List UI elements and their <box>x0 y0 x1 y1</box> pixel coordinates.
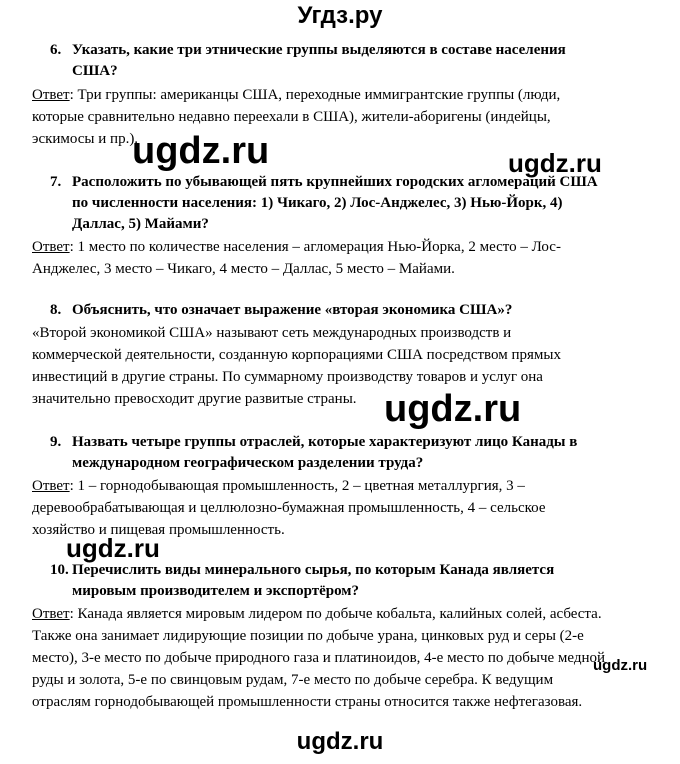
question-text-line: мировым производителем и экспортёром? <box>72 583 360 599</box>
question-text-line: Назвать четыре группы отраслей, которые характеризуют лицо Канады в <box>72 434 578 450</box>
answer-line: деревообрабатывающая и целлюлозно-бумажная промышленность, 4 – сельское <box>32 500 546 516</box>
question-number: 8. <box>50 302 62 318</box>
answer-line: : Три группы: американцы США, переходные иммигрантские группы (люди, <box>69 87 561 103</box>
watermark: ugdz.ru <box>296 728 384 755</box>
answer-line: которые сравнительно недавно переехали в США), жители-аборигены (индейцы, <box>32 109 551 125</box>
answer-line: : 1 – горнодобывающая промышленность, 2 – цветная металлургия, 3 – <box>69 478 525 494</box>
watermark: ugdz.ru <box>508 148 602 178</box>
answer-line: «Второй экономикой США» называют сеть международных производств и <box>32 325 512 341</box>
watermark: ugdz.ru <box>593 657 648 674</box>
question-number: 10. <box>50 562 69 578</box>
site-title: Угдз.ру <box>297 2 383 29</box>
answer-10 <box>32 603 652 713</box>
answer-9 <box>32 475 652 541</box>
question-8 <box>50 300 650 321</box>
question-6 <box>50 40 650 82</box>
answer-8 <box>32 322 652 410</box>
watermark: ugdz.ru <box>66 533 160 563</box>
question-text-line: Объяснить, что означает выражение «вторая экономика США»? <box>72 302 513 318</box>
answer-label: Ответ <box>32 87 70 103</box>
question-text-line: Указать, какие три этнические группы выделяются в составе населения <box>72 42 566 58</box>
answer-line: эскимосы и пр.). <box>32 131 139 147</box>
answer-6 <box>32 84 652 150</box>
answer-line: коммерческой деятельности, созданную корпорациями США посредством прямых <box>32 347 561 363</box>
answer-7 <box>32 236 652 280</box>
answer-line: Также она занимает лидирующие позиции по добыче урана, цинковых руд и серы (2-е <box>32 628 584 644</box>
question-text-line: Перечислить виды минерального сырья, по которым Канада является <box>72 562 555 578</box>
question-number: 9. <box>50 434 62 450</box>
question-number: 7. <box>50 174 62 190</box>
watermark: ugdz.ru <box>132 130 270 172</box>
answer-line: значительно превосходит другие развитые страны. <box>32 391 357 407</box>
answer-label: Ответ <box>32 478 70 494</box>
answer-line: место), 3-е место по добыче природного газа и платиноидов, 4-е место по добыче медной <box>32 650 606 666</box>
answer-line: : 1 место по количестве населения – агломерация Нью-Йорка, 2 место – Лос- <box>69 239 561 255</box>
answer-line: отраслям горнодобывающей промышленности страны относится также нефтегазовая. <box>32 694 583 710</box>
answer-line: : Канада является мировым лидером по добыче кобальта, калийных солей, асбеста. <box>69 606 602 622</box>
question-9 <box>50 432 650 474</box>
answer-label: Ответ <box>32 239 70 255</box>
question-10 <box>50 560 650 602</box>
question-text-line: Даллас, 5) Майами? <box>72 216 209 232</box>
answer-line: руды и золота, 5-е по свинцовым рудам, 7-е место по добыче серебра. К ведущим <box>32 672 554 688</box>
question-7 <box>50 172 650 235</box>
question-number: 6. <box>50 42 62 58</box>
answer-line: Анджелес, 3 место – Чикаго, 4 место – Даллас, 5 место – Майами. <box>32 261 455 277</box>
watermark: ugdz.ru <box>384 388 522 430</box>
question-text-line: Расположить по убывающей пять крупнейших городских агломераций США <box>72 174 598 190</box>
answer-line: хозяйство и пищевая промышленность. <box>32 522 285 538</box>
question-text-line: по численности населения: 1) Чикаго, 2) Лос-Анджелес, 3) Нью-Йорк, 4) <box>72 195 563 211</box>
question-text-line: США? <box>72 63 118 79</box>
answer-line: инвестиций в другие страны. По суммарному производству товаров и услуг она <box>32 369 543 385</box>
answer-label: Ответ <box>32 606 70 622</box>
question-text-line: международном географическом разделении труда? <box>72 455 424 471</box>
